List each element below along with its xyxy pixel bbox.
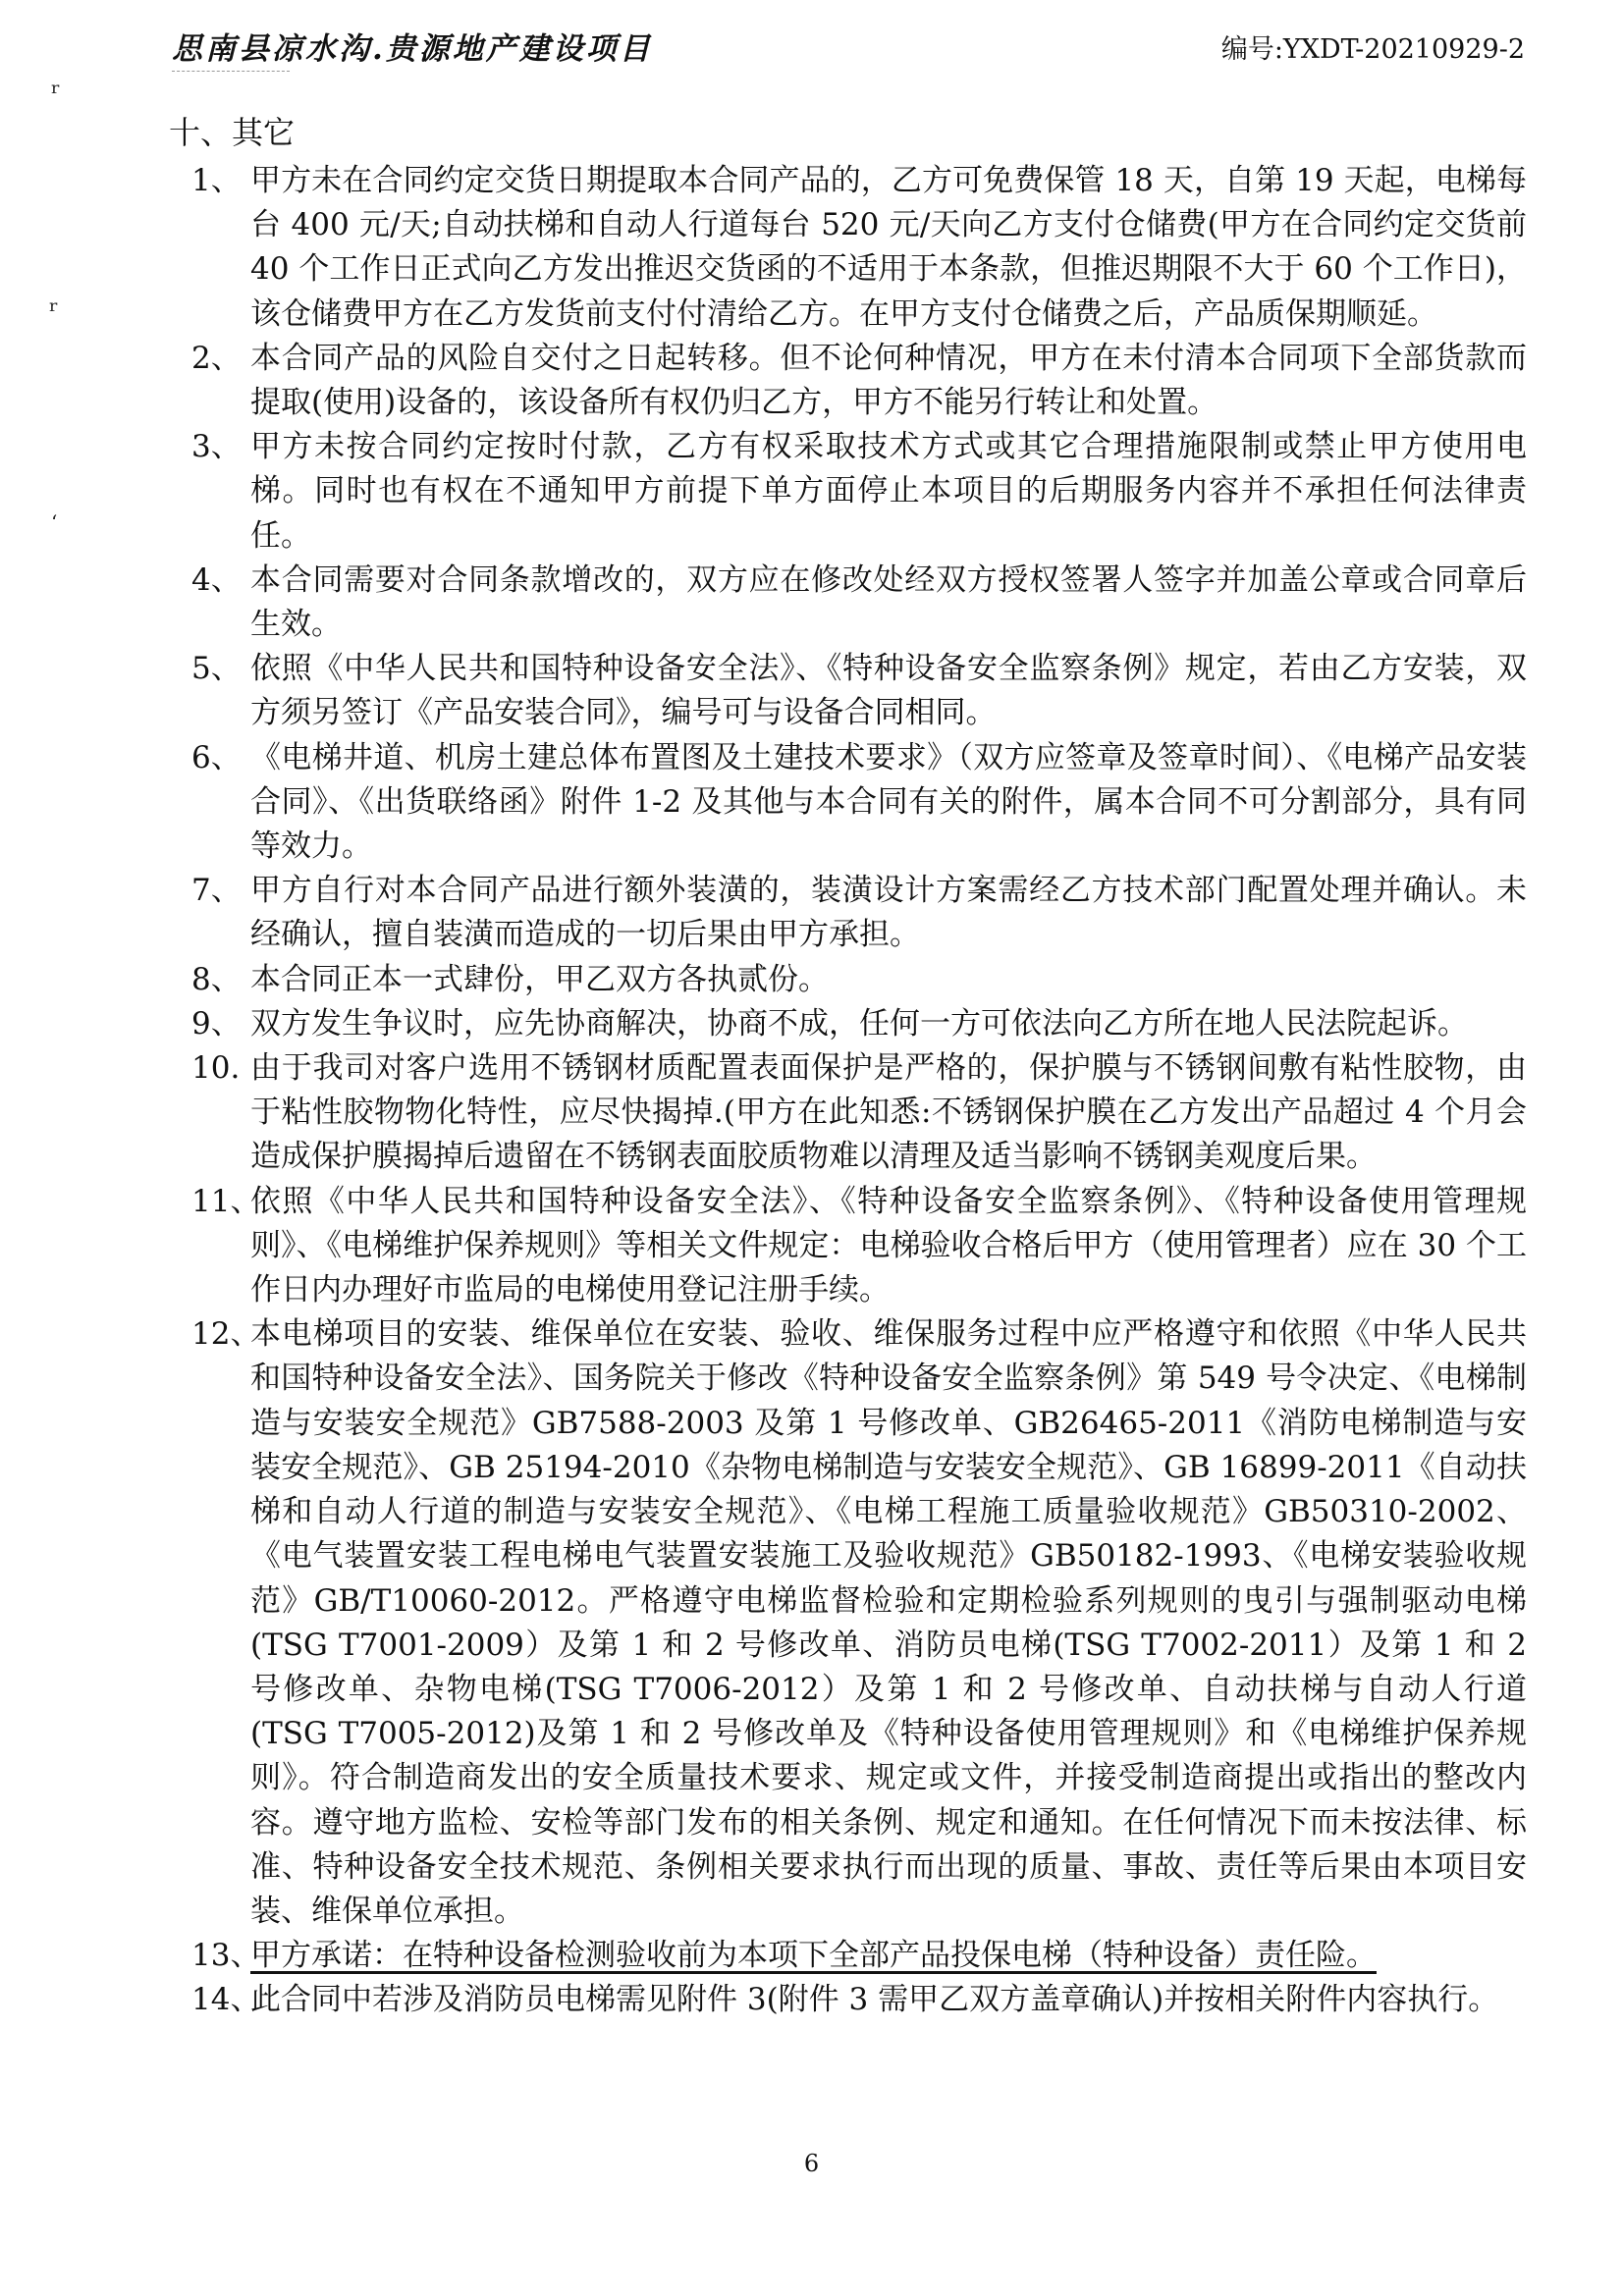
- page-number: 6: [803, 2150, 820, 2177]
- clause-text: 《电梯井道、机房土建总体布置图及土建技术要求》（双方应签章及签章时间）、《电梯产品安装合同》、《出货联络函》附件 1-2 及其他与本合同有关的附件，属本合同不可分割部分，具有同等效力。: [250, 739, 1527, 865]
- clause-item: [191, 337, 1527, 425]
- clause-text: 由于我司对客户选用不锈钢材质配置表面保护是严格的，保护膜与不锈钢间敷有粘性胶物，由于粘性胶物物化特性，应尽快揭掉.(甲方在此知悉:不锈钢保护膜在乙方发出产品超过 4 个月会造成保护膜揭掉后遗留在不锈钢表面胶质物难以清理及适当影响不锈钢美观度后果。: [250, 1050, 1527, 1175]
- clause-number: 7、: [191, 873, 242, 909]
- header-rule: [172, 71, 290, 72]
- clause-item: [191, 647, 1527, 735]
- clause-item: [191, 1180, 1527, 1313]
- project-title: 思南县凉水沟.贵源地产建设项目: [172, 31, 653, 67]
- clause-text: 依照《中华人民共和国特种设备安全法》、《特种设备安全监察条例》规定，若由乙方安装，双方须另签订《产品安装合同》，编号可与设备合同相同。: [250, 651, 1527, 731]
- clause-item: [191, 1934, 1527, 1978]
- clause-number: 10.: [191, 1050, 241, 1087]
- clause-text: 甲方自行对本合同产品进行额外装潢的，装潢设计方案需经乙方技术部门配置处理并确认。未经确认，擅自装潢而造成的一切后果由甲方承担。: [250, 873, 1527, 953]
- clause-text: 本电梯项目的安装、维保单位在安装、验收、维保服务过程中应严格遵守和依照《中华人民共和国特种设备安全法》、国务院关于修改《特种设备安全监察条例》第 549 号令决定、《电梯制造与安装安全规范》GB7588-2003 及第 1 号修改单、GB26465-2011《消防电梯制造与安装安全规范》、GB 25194-2010《杂物电梯制造与安装安全规范》、GB 16899-2011《自动扶梯和自动人行道的制造与安装安全规范》、《电梯工程施工质量验收规范》GB50310-2002、《电气装置安装工程电梯电气装置安装施工及验收规范》GB50182-1993、《电梯安装验收规范》GB/T10060-2012。严格遵守电梯监督检验和定期检验系列规则的曳引与强制驱动电梯(TSG T7001-2009）及第 1 和 2 号修改单、消防员电梯(TSG T7002-2011）及第 1 和 2 号修改单、杂物电梯(TSG T7006-2012）及第 1 和 2 号修改单、自动扶梯与自动人行道(TSG T7005-2012)及第 1 和 2 号修改单及《特种设备使用管理规则》和《电梯维护保养规则》。符合制造商发出的安全质量技术要求、规定或文件，并接受制造商提出或指出的整改内容。遵守地方监检、安检等部门发布的相关条例、规定和通知。在任何情况下而未按法律、标准、特种设备安全技术规范、条例相关要求执行而出现的质量、事故、责任等后果由本项目安装、维保单位承担。: [250, 1316, 1527, 1929]
- clause-number: 4、: [191, 561, 242, 598]
- section-heading: 十、其它: [169, 114, 296, 151]
- clause-item: [191, 559, 1527, 647]
- clause-item: [191, 425, 1527, 559]
- clause-item: [191, 1002, 1527, 1046]
- clause-list: [191, 159, 1527, 2023]
- clause-text: 此合同中若涉及消防员电梯需见附件 3(附件 3 需甲乙双方盖章确认)并按相关附件内容执行。: [250, 1982, 1499, 2018]
- clause-text: 本合同产品的风险自交付之日起转移。但不论何种情况，甲方在未付清本合同项下全部货款而提取(使用)设备的，该设备所有权仍归乙方，甲方不能另行转让和处置。: [250, 340, 1527, 421]
- clause-text: 甲方承诺：在特种设备检测验收前为本项下全部产品投保电梯（特种设备）责任险。: [250, 1938, 1377, 1974]
- clause-text: 甲方未在合同约定交货日期提取本合同产品的，乙方可免费保管 18 天，自第 19 天起，电梯每台 400 元/天;自动扶梯和自动人行道每台 520 元/天向乙方支付仓储费(甲方在合同约定交货前 40 个工作日正式向乙方发出推迟交货函的不适用于本条款，但推迟期限不大于 60 个工作日)，该仓储费甲方在乙方发货前支付付清给乙方。在甲方支付仓储费之后，产品质保期顺延。: [250, 163, 1527, 332]
- clause-item: [191, 1978, 1527, 2022]
- document-number: 编号:YXDT-20210929-2: [1220, 34, 1525, 65]
- clause-item: [191, 159, 1527, 337]
- clause-number: 8、: [191, 961, 242, 997]
- clause-number: 1、: [191, 163, 242, 198]
- clause-text: 本合同需要对合同条款增改的，双方应在修改处经双方授权签署人签字并加盖公章或合同章后生效。: [250, 561, 1527, 643]
- clause-text: 本合同正本一式肆份，甲乙双方各执贰份。: [250, 961, 829, 997]
- clause-number: 11、: [191, 1183, 261, 1219]
- clause-number: 3、: [191, 429, 242, 465]
- clause-number: 5、: [191, 651, 242, 687]
- clause-item: [191, 1312, 1527, 1934]
- clause-number: 2、: [191, 340, 242, 376]
- margin-scan-mark: ʳ: [49, 294, 59, 327]
- clause-text: 双方发生争议时，应先协商解决，协商不成，任何一方可依法向乙方所在地人民法院起诉。: [250, 1005, 1468, 1041]
- clause-item: [191, 958, 1527, 1002]
- clause-number: 13、: [191, 1938, 261, 1974]
- clause-number: 14、: [191, 1982, 261, 2018]
- clause-number: 12、: [191, 1316, 261, 1353]
- margin-scan-mark: ʻ: [51, 510, 58, 534]
- clause-item: [191, 736, 1527, 870]
- clause-item: [191, 869, 1527, 957]
- clause-text: 甲方未按合同约定按时付款，乙方有权采取技术方式或其它合理措施限制或禁止甲方使用电梯。同时也有权在不通知甲方前提下单方面停止本项目的后期服务内容并不承担任何法律责任。: [250, 429, 1527, 554]
- clause-number: 9、: [191, 1005, 242, 1041]
- clause-item: [191, 1046, 1527, 1180]
- clause-number: 6、: [191, 739, 242, 775]
- clause-text: 依照《中华人民共和国特种设备安全法》、《特种设备安全监察条例》、《特种设备使用管理规则》、《电梯维护保养规则》等相关文件规定：电梯验收合格后甲方（使用管理者）应在 30 个工作日内办理好市监局的电梯使用登记注册手续。: [250, 1183, 1527, 1308]
- margin-scan-mark: ʳ: [51, 77, 61, 109]
